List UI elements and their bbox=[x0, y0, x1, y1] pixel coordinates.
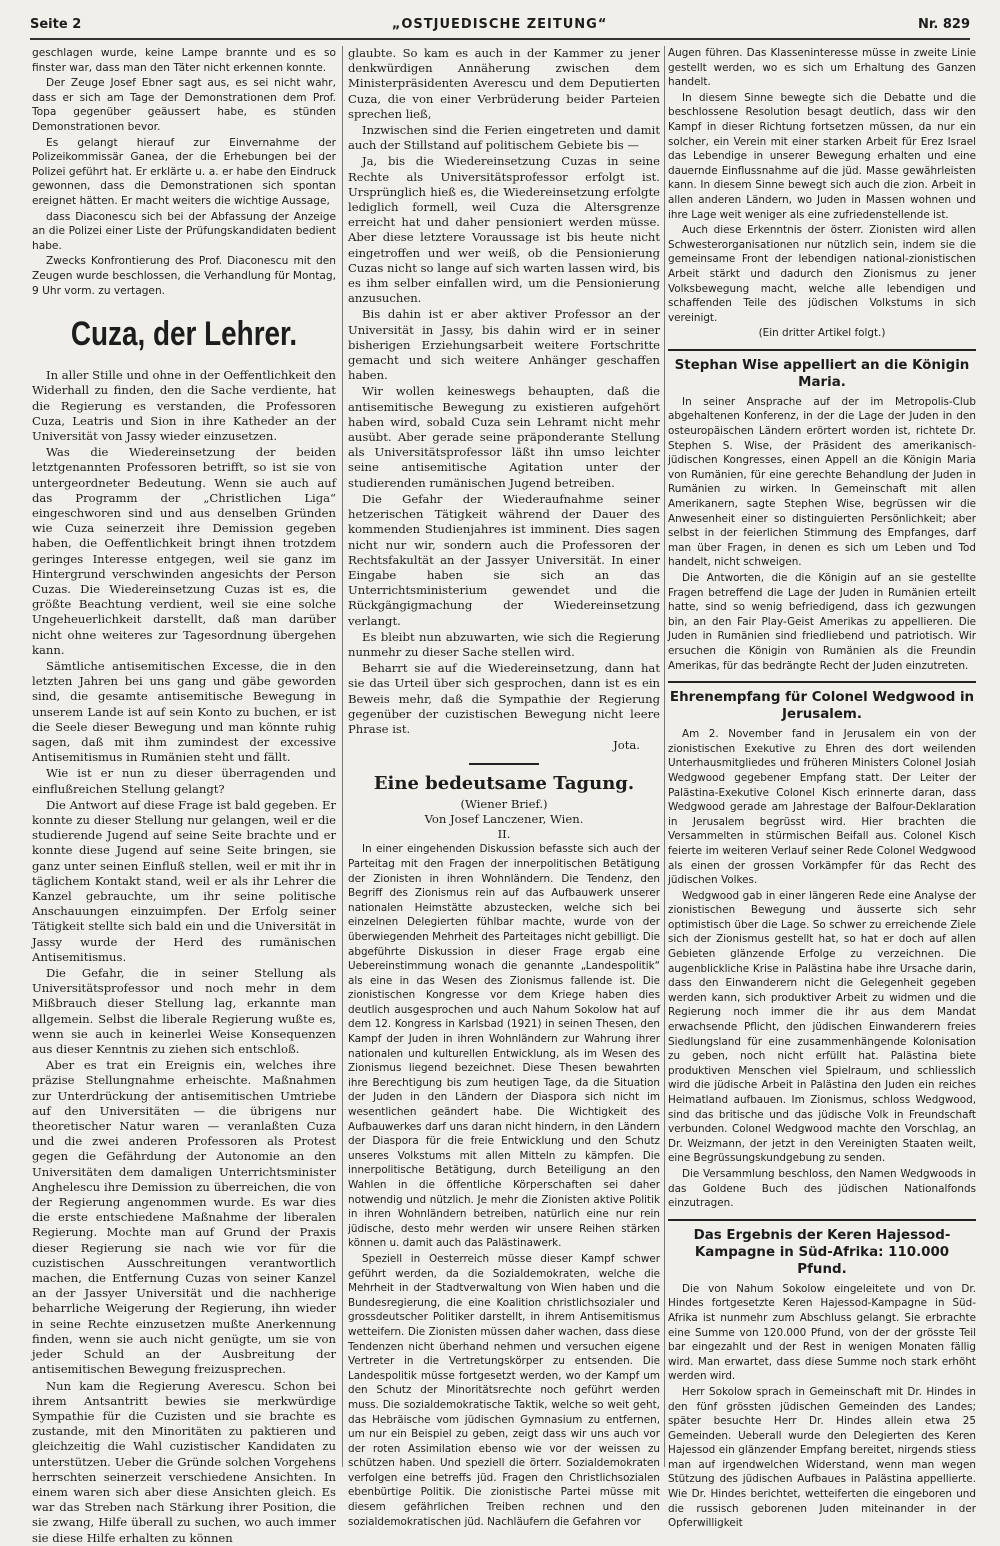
author-signature: Jota. bbox=[613, 738, 640, 753]
paragraph: Beharrt sie auf die Wiedereinsetzung, dann hat sie das Urteil über sich gesprochen, dann ist es ein Beweis mehr, daß die Sympathie der Regierung gegenüber der cuzistischen Bewegung nicht leere Phrase ist. bbox=[348, 661, 660, 736]
paragraph: Inzwischen sind die Ferien eingetreten und damit auch der Stillstand auf politischem Gebiete bis — bbox=[348, 123, 660, 153]
trial-report-continued bbox=[32, 46, 336, 298]
paragraph: Aber es trat ein Ereignis ein, welches ihre präzise Stellungnahme erheischte. Maßnahmen zur Unterdrückung der antisemitischen Umtriebe auf den Universitäten — die übrigens nur theoretischer Natur waren — veranlaßten Cuza und die zwei anderen Professoren als Protest gegen die Gefährdung der Autonomie an den Universitäten dem damaligen Unterrichtsminister Anghelescu ihre Demission zu überreichen, die von der Regierung angenommen wurde. Es war dies die erste entschiedene Maßnahme der liberalen Regierung. Mochte man auf Grund der Praxis dieser Regierung sie nach wie vor für die cuzistischen Ausschreitungen verantwortlich machen, die Entfernung Cuzas von seiner Kanzel an der Jassyer Universität und die nachherige beharrliche Weigerung der Regierung, ihn wieder in seine Rechte einzusetzen mußte Anerkennung finden, wenn sie auch nicht genügte, um sie von jeder Schuld an der Ausbreitung der antisemitischen Bewegung freizusprechen. bbox=[32, 1058, 336, 1377]
article-body-continued bbox=[668, 46, 976, 341]
paragraph: In seiner Ansprache auf der im Metropolis-Club abgehaltenen Konferenz, in der die Lage der Juden in den osteuropäischen Ländern erörtert worden ist, richtete Dr. Stephen S. Wise, der Präsident des amerikanisch-jüdischen Kongresses, einen Appell an die Königin Maria von Rumänien, für eine gerechte Behandlung der Juden in Rumänien zu wirken. In Gemeinschaft mit allen Amerikanern, sagte Stephen Wise, begrüssen wir die Anwesenheit einer so distinguierten Persönlichkeit; aber selbst in der feierlichen Stimmung des Empfanges, darf man über Fragen, in denen es sich um Leben und Tod handelt, nicht schweigen. bbox=[668, 395, 976, 569]
continuation-note: (Ein dritter Artikel folgt.) bbox=[758, 327, 886, 340]
dateline: (Wiener Brief.) bbox=[460, 797, 548, 812]
separator-rule bbox=[469, 763, 539, 765]
column-2 bbox=[348, 46, 660, 1528]
paragraph: glaubte. So kam es auch in der Kammer zu jener denkwürdigen Annäherung zwischen dem Ministerpräsidenten Averescu und dem Deputierten Cuza, die von einer Verbrüderung beider Parteien sprechen ließ, bbox=[348, 46, 660, 121]
column-divider bbox=[342, 46, 343, 1467]
column-1 bbox=[32, 46, 336, 1545]
paragraph: Wedgwood gab in einer längeren Rede eine Analyse der zionistischen Bewegung und äusserte sich sehr optimistisch über die Lage. So schwer zu erreichende Ziele sich der Zionismus gestellt hat, so hat er doch auf allen Gebieten glänzende Erfolge zu verzeichnen. Die augenblickliche Krise in Palästina habe ihre Ursache darin, dass den Einwanderern nicht die Gelegenheit gegeben werden kann, sich produktiver Arbeit zu widmen und die Regierung noch immer die ihr aus dem Mandat erwachsende Pflicht, den jüdischen Einwanderern freies Siedlungsland für eine zusammenhängende Kolonisation zu geben, noch nicht erfüllt hat. Palästina biete produktiven Menschen viel Spielraum, und schliesslich wird die jüdische Arbeit in Palästina den Juden ein reiches Heimatland aufbauen. Im Zionismus, schloss Wedgwood, sind das britische und das jüdische Volk in Freundschaft verbunden. Colonel Wedgwood machte den Vorschlag, an Dr. Weizmann, der jetzt in den Vereinigten Staaten weilt, eine Begrüssungskundgebung zu senden. bbox=[668, 889, 976, 1165]
separator-rule bbox=[668, 1219, 976, 1221]
paragraph: Die Antworten, die die Königin auf an sie gestellte Fragen betreffend die Lage der Juden in Rumänien erteilt hatte, sind so wenig befriedigend, dass ich gezwungen bin, an den Fair Play-Geist Amerikas zu appellieren. Die Juden in Rumänien sind friedliebend und patriotisch. Wir ersuchen die Königin von Rumänien als die Freundin Amerikas, für das bedrängte Recht der Juden einzutreten. bbox=[668, 572, 976, 672]
paragraph: Ja, bis die Wiedereinsetzung Cuzas in seine Rechte als Universitätsprofessor erfolgt ist. Ursprünglich hieß es, die Wiedereinsetzung erfolgte lediglich formell, weil Cuza die Altersgrenze erreicht hat und daher pensioniert werden müsse. Aber diese letztere Voraussage ist bis heute nicht eingetroffen und wer weiß, ob die Pensionierung Cuzas nicht so lange auf sich warten lassen wird, bis es ihm selber einfallen wird, um die Pensionierung anzusuchen. bbox=[348, 154, 660, 306]
paragraph: Am 2. November fand in Jerusalem ein von der zionistischen Exekutive zu Ehren des dort weilenden Unterhausmitgliedes und früheren Ministers Colonel Josiah Wedgwood gegebener Empfang statt. Der Leiter der Palästina-Exekutive Colonel Kisch erinnerte daran, dass Wedgwood gerade am Jahrestage der Balfour-Deklaration in Jerusalem begrüsst wird. Hier brachten die Versammelten in stürmischen Beifall aus. Colonel Kisch feierte im weiteren Verlauf seiner Rede Colonel Wedgwood als einen der grossen Vorkämpfer für das Recht des jüdischen Volkes. bbox=[668, 728, 976, 887]
paragraph: Die Gefahr, die in seiner Stellung als Universitätsprofessor und noch mehr in dem Mißbrauch dieser Stellung lag, erkannte man allgemein. Selbst die liberale Regierung wußte es, wenn sie auch in keinerlei Weise Konsequenzen aus dieser Kenntnis zu ziehen sich entschloß. bbox=[32, 966, 336, 1057]
paragraph: Nun kam die Regierung Averescu. Schon bei ihrem Antsantritt bewies sie merkwürdige Sympathie für die Cuzisten und sie brachte es zustande, mit den Minoritäten zu paktieren und gleichzeitig die Wahl cuzistischer Kandidaten zu unterstützen. Ueber die Gründe solchen Vorgehens herrschten seinerzeit verschiedene Ansichten. In einem waren sich aber diese Ansichten gleich. Es war das Streben nach Stärkung ihrer Position, die sie zwang, Hilfe überall zu suchen, wo auch immer sie diese Hilfe erhalten zu können bbox=[32, 1378, 336, 1545]
paragraph: In diesem Sinne bewegte sich die Debatte und die beschlossene Resolution besagt deutlich, dass wir den Kampf in dieser Richtung fortsetzen müssen, da nur ein solcher, ein Verein mit einer starken Arbeit für Erez Israel das Lebendige in unserer Bewegung erhalten und eine dauernde Einflussnahme auf die jüd. Masse gewährleisten kann. In diesem Sinne bewegt sich auch die zion. Arbeit in allen anderen Ländern, wo Juden in Massen wohnen und ihre Lage weit weniger als eine zufriedenstellende ist. bbox=[668, 91, 976, 221]
paragraph: In aller Stille und ohne in der Oeffentlichkeit den Widerhall zu finden, den die Sache verdiente, hat die Regierung es verstanden, die Professoren Cuza, Leatris und Sion in ihre Katheder an der Universität von Jassy wieder einzusetzen. bbox=[32, 368, 336, 443]
masthead: „OSTJUEDISCHE ZEITUNG“ bbox=[391, 16, 608, 32]
column-3 bbox=[668, 46, 976, 1530]
paragraph: dass Diaconescu sich bei der Abfassung der Anzeige an die Polizei einer Liste der Prüfungskandidaten bedient habe. bbox=[32, 210, 336, 252]
separator-rule bbox=[668, 349, 976, 351]
paragraph: Auch diese Erkenntnis der österr. Zionisten wird allen Schwesterorganisationen nur nützlich sein, indem sie die gemeinsame Front der lebendigen national-zionistischen Arbeit stärkt und dadurch den Zionismus zu jener Volksbewegung macht, welche alle lebendigen und schaffenden Teile des jüdischen Volkstums in sich vereinigt. bbox=[668, 224, 976, 324]
part-number: II. bbox=[497, 827, 511, 842]
paragraph: Was die Wiedereinsetzung der beiden letztgenannten Professoren betrifft, so ist sie von untergeordneter Bedeutung. Wenn sie auch auf das Programm der „Christlichen Liga“ eingeschworen sind und aus denselben Gründen wie Cuza seinerzeit ihre Demission gegeben haben, die Oeffentlichkeit bringt ihnen trotzdem geringes Interesse entgegen, weil sie ganz im Hintergrund verschwinden angesichts der Person Cuzas. Die Wiedereinsetzung Cuzas ist es, die größte Beachtung verdient, weil sie eine solche Ungeheuerlichkeit darstellt, daß man darüber nicht ohne weiteres zur Tagesordnung übergehen kann. bbox=[32, 445, 336, 657]
paragraph: Die Versammlung beschloss, den Namen Wedgwoods in das Goldene Buch des jüdischen Nationalfonds einzutragen. bbox=[668, 1167, 976, 1210]
paragraph: Die Antwort auf diese Frage ist bald gegeben. Er konnte zu dieser Stellung nur gelangen, weil er die studierende Jugend auf seine Seite brachte und er konnte diese Jugend auf seine Seite bringen, sie ganz unter seinen Einfluß stellen, weil er mit ihr in täglichem Kontakt stand, weil er als ihr Lehrer die Kanzel gebrauchte, um ihr seine politische Anschauungen einzuimpfen. Der Erfolg seiner Tätigkeit stellte sich bald ein und die Universität in Jassy wurde der Herd des rumänischen Antisemitismus. bbox=[32, 797, 336, 964]
separator-rule bbox=[668, 681, 976, 683]
paragraph: Augen führen. Das Klasseninteresse müsse in zweite Linie gestellt werden, wo es sich um Erhaltung des Ganzen handelt. bbox=[668, 47, 976, 89]
article-body bbox=[668, 395, 976, 673]
paragraph: Bis dahin ist er aber aktiver Professor an der Universität in Jassy, bis dahin wird er in seiner bisherigen Erziehungsarbeit weitere Fortschritte gemacht und sich weitere Anhänger geschaffen haben. bbox=[348, 307, 660, 383]
byline: Von Josef Lanczener, Wien. bbox=[424, 812, 584, 827]
article-body bbox=[668, 1282, 976, 1531]
paragraph: Wie ist er nun zu dieser überragenden und einflußreichen Stellung gelangt? bbox=[32, 766, 336, 796]
article-headline: Ehrenempfang für Colonel Wedgwood in Jerusalem. bbox=[669, 690, 975, 723]
issue-number: Nr. 829 bbox=[917, 16, 970, 32]
paragraph: Es gelangt hierauf zur Einvernahme der Polizeikommissär Ganea, der die Erhebungen bei der Polizei geführt hat. Er erklärte u. a. er habe den Eindruck gewonnen, dass die Demonstrationen sich spontan ereignet hätten. Er macht weiters die wichtige Aussage, bbox=[32, 136, 336, 207]
paragraph: Die von Nahum Sokolow eingeleitete und von Dr. Hindes fortgesetzte Keren Hajessod-Kampagne in Süd-Afrika ist nunmehr zum Abschluss gelangt. Sie erbrachte eine Summe von 120.000 Pfund, von der der grösste Teil bar eingezahlt und der Rest in wenigen Monaten fällig wird. Man erwartet, dass diese Summe noch stark erhöht werden wird. bbox=[668, 1282, 976, 1383]
paragraph: Sämtliche antisemitischen Excesse, die in den letzten Jahren bei uns gang und gäbe geworden sind, die gesamte antisemitische Bewegung in unserem Lande ist auf sein Konto zu buchen, er ist die Seele dieser Bewegung und man könnte ruhig sagen, daß mit ihm zumindest der excessive Antisemitismus in Rumänien steht und fällt. bbox=[32, 658, 336, 765]
column-divider bbox=[664, 46, 665, 1467]
article-headline: Das Ergebnis der Keren Hajessod-Kampagne in Süd-Afrika: 110.000 Pfund. bbox=[693, 1227, 951, 1277]
paragraph: Es bleibt nun abzuwarten, wie sich die Regierung nunmehr zu dieser Sache stellen wird. bbox=[348, 629, 660, 659]
article-headline: Eine bedeutsame Tagung. bbox=[373, 773, 635, 795]
paragraph: Die Gefahr der Wiederaufnahme seiner hetzerischen Tätigkeit während der Dauer des kommenden Studienjahres ist imminent. Dies sagen nicht nur wir, sondern auch die Professoren der Rechtsfakultät an der Jassyer Universität. In einer Eingabe haben sie sich an das Unterrichtsministerium gewendet und die Rückgängigmachung der Wiedereinsetzung verlangt. bbox=[348, 491, 660, 628]
paragraph: Herr Sokolow sprach in Gemeinschaft mit Dr. Hindes in den fünf grössten jüdischen Gemeinden des Landes; später besuchte Herr Dr. Hindes allein etwa 25 Gemeinden. Ueberall wurde den Delegierten des Keren Hajessod ein glänzender Empfang bereitet, nirgends stiess man auf irgendwelchen Widerstand, wenn man wegen Stützung des jüdischen Aufbaues in Palästina appellierte. Wie Dr. Hindes berichtet, wetteiferten die eingeboren und die russisch geborenen Juden miteinander in der Opferwilligkeit bbox=[668, 1385, 976, 1530]
paragraph: Wir wollen keineswegs behaupten, daß die antisemitische Bewegung zu existieren aufgehört haben wird, sobald Cuza sein Lehramt nicht mehr ausübt. Aber gerade seine präponderante Stellung als Universitätsprofessor läßt ihn umso leichter seine antisemitische Agitation unter der studierenden rumänischen Jugend betreiben. bbox=[348, 384, 660, 490]
page-number: Seite 2 bbox=[30, 16, 82, 32]
article-body bbox=[348, 842, 660, 1529]
paragraph: In einer eingehenden Diskussion befasste sich auch der Parteitag mit den Fragen der innerpolitischen Betätigung der Zionisten in ihren Wohnländern. Die Tendenz, den Begriff des Zionismus rein auf das Aufbauwerk unserer nationalen Heimstätte abzustecken, welche sich bei einzelnen Delegierten fühlbar machte, wurde von der überwiegenden Mehrheit des Parteitages nicht gebilligt. Die abgeführte Diskussion in dieser Frage ergab eine Uebereinstimmung wonach die genannte „Landespolitik“ als eine in das Wesen des Zionismus fallende ist. Die zionistischen Kongresse vor dem Kriege haben dies deutlich ausgesprochen und auch Nahum Sokolow hat auf dem 12. Kongress in Karlsbad (1921) in seinen Thesen, den Kampf der Juden in ihren Wohnländern zur Wahrung ihrer nationalen und kulturellen Entwicklung, als im Wesen des Zionismus liegend bezeichnet. Diese Thesen bewahrten ihre Berechtigung bis zum heutigen Tage, da die Situation der Juden in den Ländern der Diaspora sich nicht im wesentlichen geändert habe. Die Wichtigkeit des Aufbauwerkes darf uns daran nicht hindern, in den Ländern der Diaspora für die freie Entwicklung und den Schutz unseres Volkstums mit allen Mitteln zu kämpfen. Die innerpolitische Betätigung, durch Beteiligung an den Wahlen in die öffentliche Körperschaften sei daher notwendig und nützlich. Je mehr die Zionisten aktive Politik in ihren Wohnländern betreiben, natürlich eine nur rein jüdische, desto mehr werden wir unsere Reihen stärken können u. damit auch das Palästinawerk. bbox=[348, 843, 660, 1250]
paragraph: geschlagen wurde, keine Lampe brannte und es so finster war, dass man den Täter nicht erkennen konnte. bbox=[32, 47, 336, 74]
article-body bbox=[668, 727, 976, 1211]
article-body bbox=[32, 368, 336, 1546]
article-headline: Cuza, der Lehrer. bbox=[70, 315, 298, 354]
article-headline: Stephan Wise appelliert an die Königin Maria. bbox=[674, 357, 970, 390]
page-header bbox=[30, 10, 970, 40]
article-body-continued bbox=[348, 46, 660, 753]
paragraph: Speziell in Oesterreich müsse dieser Kampf schwer geführt werden, da die Sozialdemokraten, welche die Mehrheit in der Stadtverwaltung von Wien haben und die Bundesregierung, die eine Koalition christlichsozialer und grossdeutscher Politiker darstellt, in ihrem Antisemitismus wetteifern. Die Zionisten müssen daher wachen, dass diese Tendenzen nicht überhand nehmen und versuchen eigene Vertreter in die Vertretungskörper zu entsenden. Die Landespolitik müsse fortgesetzt werden, wo der Kampf um den Schutz der Minoritätsrechte noch geführt werden muss. Die sozialdemokratische Taktik, welche so weit geht, das Hebräische vom jüdischen Gymnasium zu entfernen, um nur ein Beispiel zu geben, zeigt dass wir uns auch vor der roten Assimilation ebenso wie vor der weissen zu schützen haben. Und speziell die örterr. Sozialdemokraten verfolgen eine betreffs jüd. Fragen den Christlichsozialen ebenbürtige Politik. Die zionistische Partei müsse mit diesem gefährlichen Treiben rechnen und den sozialdemokratischen jüd. Nachläufern die Gefahren vor bbox=[348, 1252, 660, 1528]
paragraph: Der Zeuge Josef Ebner sagt aus, es sei nicht wahr, dass er sich am Tage der Demonstrationen dem Prof. Topa gegenüber geäussert habe, es stünden Demonstrationen bevor. bbox=[32, 77, 336, 133]
paragraph: Zwecks Konfrontierung des Prof. Diaconescu mit den Zeugen wurde beschlossen, die Verhandlung für Montag, 9 Uhr vorm. zu vertagen. bbox=[32, 255, 336, 297]
